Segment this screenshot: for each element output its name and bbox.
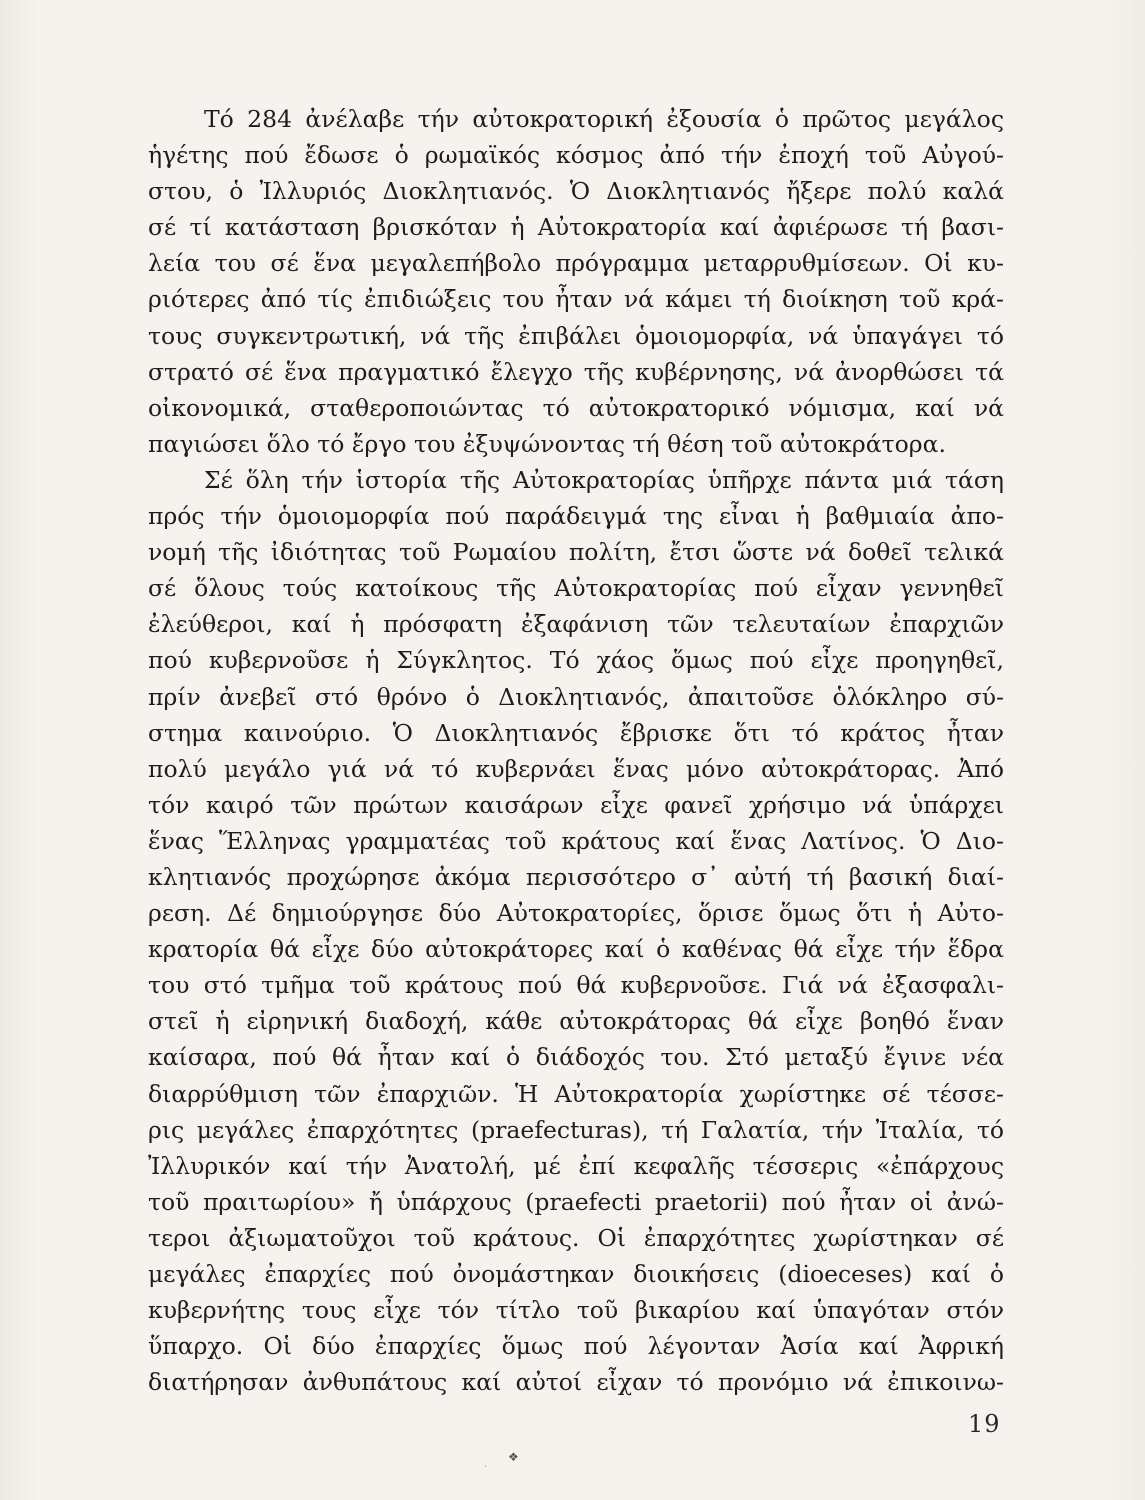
text-line: τεροι ἀξιωματοῦχοι τοῦ κράτους. Οἱ ἐπαρχότητες χωρίστηκαν σέ	[148, 1223, 1004, 1252]
text-line: ριότερες ἀπό τίς ἐπιδιώξεις του ἦταν νά κάμει τή διοίκηση τοῦ κρά-	[148, 285, 1004, 314]
text-line: κυβερνήτης τους εἶχε τόν τίτλο τοῦ βικαρίου καί ὑπαγόταν στόν	[148, 1296, 1004, 1325]
text-line: πρίν ἀνεβεῖ στό θρόνο ὁ Διοκλητιανός, ἀπαιτοῦσε ὁλόκληρο σύ-	[148, 682, 1004, 711]
text-line: κλητιανός προχώρησε ἀκόμα περισσότερο σ᾿ αὐτή τή βασική διαί-	[148, 862, 1004, 891]
body-text	[148, 101, 1004, 1400]
text-line: Τό 284 ἀνέλαβε τήν αὐτοκρατορική ἐξουσία ὁ πρῶτος μεγάλος	[204, 105, 1004, 133]
print-speck: ·	[484, 1462, 487, 1472]
text-line: τόν καιρό τῶν πρώτων καισάρων εἶχε φανεῖ χρήσιμο νά ὑπάρχει	[148, 790, 1004, 819]
text-line: ρις μεγάλες ἐπαρχότητες (praefecturas), τή Γαλατία, τήν Ἰταλία, τό	[148, 1115, 1004, 1144]
text-line: διαρρύθμιση τῶν ἐπαρχιῶν. Ἡ Αὐτοκρατορία χωρίστηκε σέ τέσσε-	[148, 1079, 1004, 1108]
text-line: πρός τήν ὁμοιομορφία πού παράδειγμά της εἶναι ἡ βαθμιαία ἀπο-	[148, 502, 1004, 531]
text-line: ἐλεύθεροι, καί ἡ πρόσφατη ἐξαφάνιση τῶν τελευταίων ἐπαρχιῶν	[148, 610, 1004, 639]
page-number: 19	[968, 1410, 1001, 1438]
text-line: λεία του σέ ἕνα μεγαλεπήβολο πρόγραμμα μεταρρυθμίσεων. Οἱ κυ-	[148, 249, 1004, 278]
text-line: παγιώσει ὅλο τό ἔργο του ἐξυψώνοντας τή θέση τοῦ αὐτοκράτορα.	[148, 429, 946, 458]
text-line: κρατορία θά εἶχε δύο αὐτοκράτορες καί ὁ καθένας θά εἶχε τήν ἕδρα	[148, 935, 1004, 964]
text-line: στημα καινούριο. Ὁ Διοκλητιανός ἔβρισκε ὅτι τό κράτος ἦταν	[148, 718, 1004, 747]
text-line: τοῦ πραιτωρίου» ἤ ὑπάρχους (praefecti praetorii) πού ἦταν οἱ ἀνώ-	[148, 1187, 1004, 1216]
text-line: καίσαρα, πού θά ἦταν καί ὁ διάδοχός του. Στό μεταξύ ἔγινε νέα	[148, 1043, 1004, 1072]
text-line: στου, ὁ Ἰλλυριός Διοκλητιανός. Ὁ Διοκλητιανός ἤξερε πολύ καλά	[148, 177, 1004, 206]
text-line: στεῖ ἡ εἰρηνική διαδοχή, κάθε αὐτοκράτορας θά εἶχε βοηθό ἕναν	[148, 1007, 1004, 1036]
text-line: ἕνας Ἕλληνας γραμματέας τοῦ κράτους καί ἕνας Λατίνος. Ὁ Διο-	[148, 826, 1004, 855]
text-line: ἡγέτης πού ἔδωσε ὁ ρωμαϊκός κόσμος ἀπό τήν ἐποχή τοῦ Αὐγού-	[148, 141, 1004, 170]
text-line: πολύ μεγάλο γιά νά τό κυβερνάει ἕνας μόνο αὐτοκράτορας. Ἀπό	[148, 754, 1004, 783]
text-line: σέ ὅλους τούς κατοίκους τῆς Αὐτοκρατορίας πού εἶχαν γεννηθεῖ	[148, 574, 1004, 603]
print-speck: ❖	[508, 1450, 519, 1464]
text-line: οἰκονομικά, σταθεροποιώντας τό αὐτοκρατορικό νόμισμα, καί νά	[148, 393, 1004, 422]
text-line: διατήρησαν ἀνθυπάτους καί αὐτοί εἶχαν τό προνόμιο νά ἐπικοινω-	[148, 1368, 1004, 1397]
text-line: σέ τί κατάσταση βρισκόταν ἡ Αὐτοκρατορία καί ἀφιέρωσε τή βασι-	[148, 213, 1004, 242]
text-line: ὕπαρχο. Οἱ δύο ἐπαρχίες ὅμως πού λέγονταν Ἀσία καί Ἀφρική	[148, 1332, 1004, 1361]
text-line: Σέ ὅλη τήν ἱστορία τῆς Αὐτοκρατορίας ὑπῆρχε πάντα μιά τάση	[204, 465, 1004, 494]
text-line: του στό τμῆμα τοῦ κράτους πού θά κυβερνοῦσε. Γιά νά ἐξασφαλι-	[148, 971, 1004, 1000]
text-line: ρεση. Δέ δημιούργησε δύο Αὐτοκρατορίες, ὅρισε ὅμως ὅτι ἡ Αὐτο-	[148, 899, 1004, 928]
text-line: μεγάλες ἐπαρχίες πού ὀνομάστηκαν διοικήσεις (dioeceses) καί ὁ	[148, 1260, 1004, 1288]
text-line: νομή τῆς ἰδιότητας τοῦ Ρωμαίου πολίτη, ἔτσι ὥστε νά δοθεῖ τελικά	[148, 538, 1004, 567]
text-line: Ἰλλυρικόν καί τήν Ἀνατολή, μέ ἐπί κεφαλῆς τέσσερις «ἐπάρχους	[148, 1151, 1004, 1180]
text-line: τους συγκεντρωτική, νά τῆς ἐπιβάλει ὁμοιομορφία, νά ὑπαγάγει τό	[148, 321, 1004, 350]
text-line: στρατό σέ ἕνα πραγματικό ἔλεγχο τῆς κυβέρνησης, νά ἀνορθώσει τά	[148, 357, 1004, 386]
text-line: πού κυβερνοῦσε ἡ Σύγκλητος. Τό χάος ὅμως πού εἶχε προηγηθεῖ,	[148, 646, 1004, 675]
